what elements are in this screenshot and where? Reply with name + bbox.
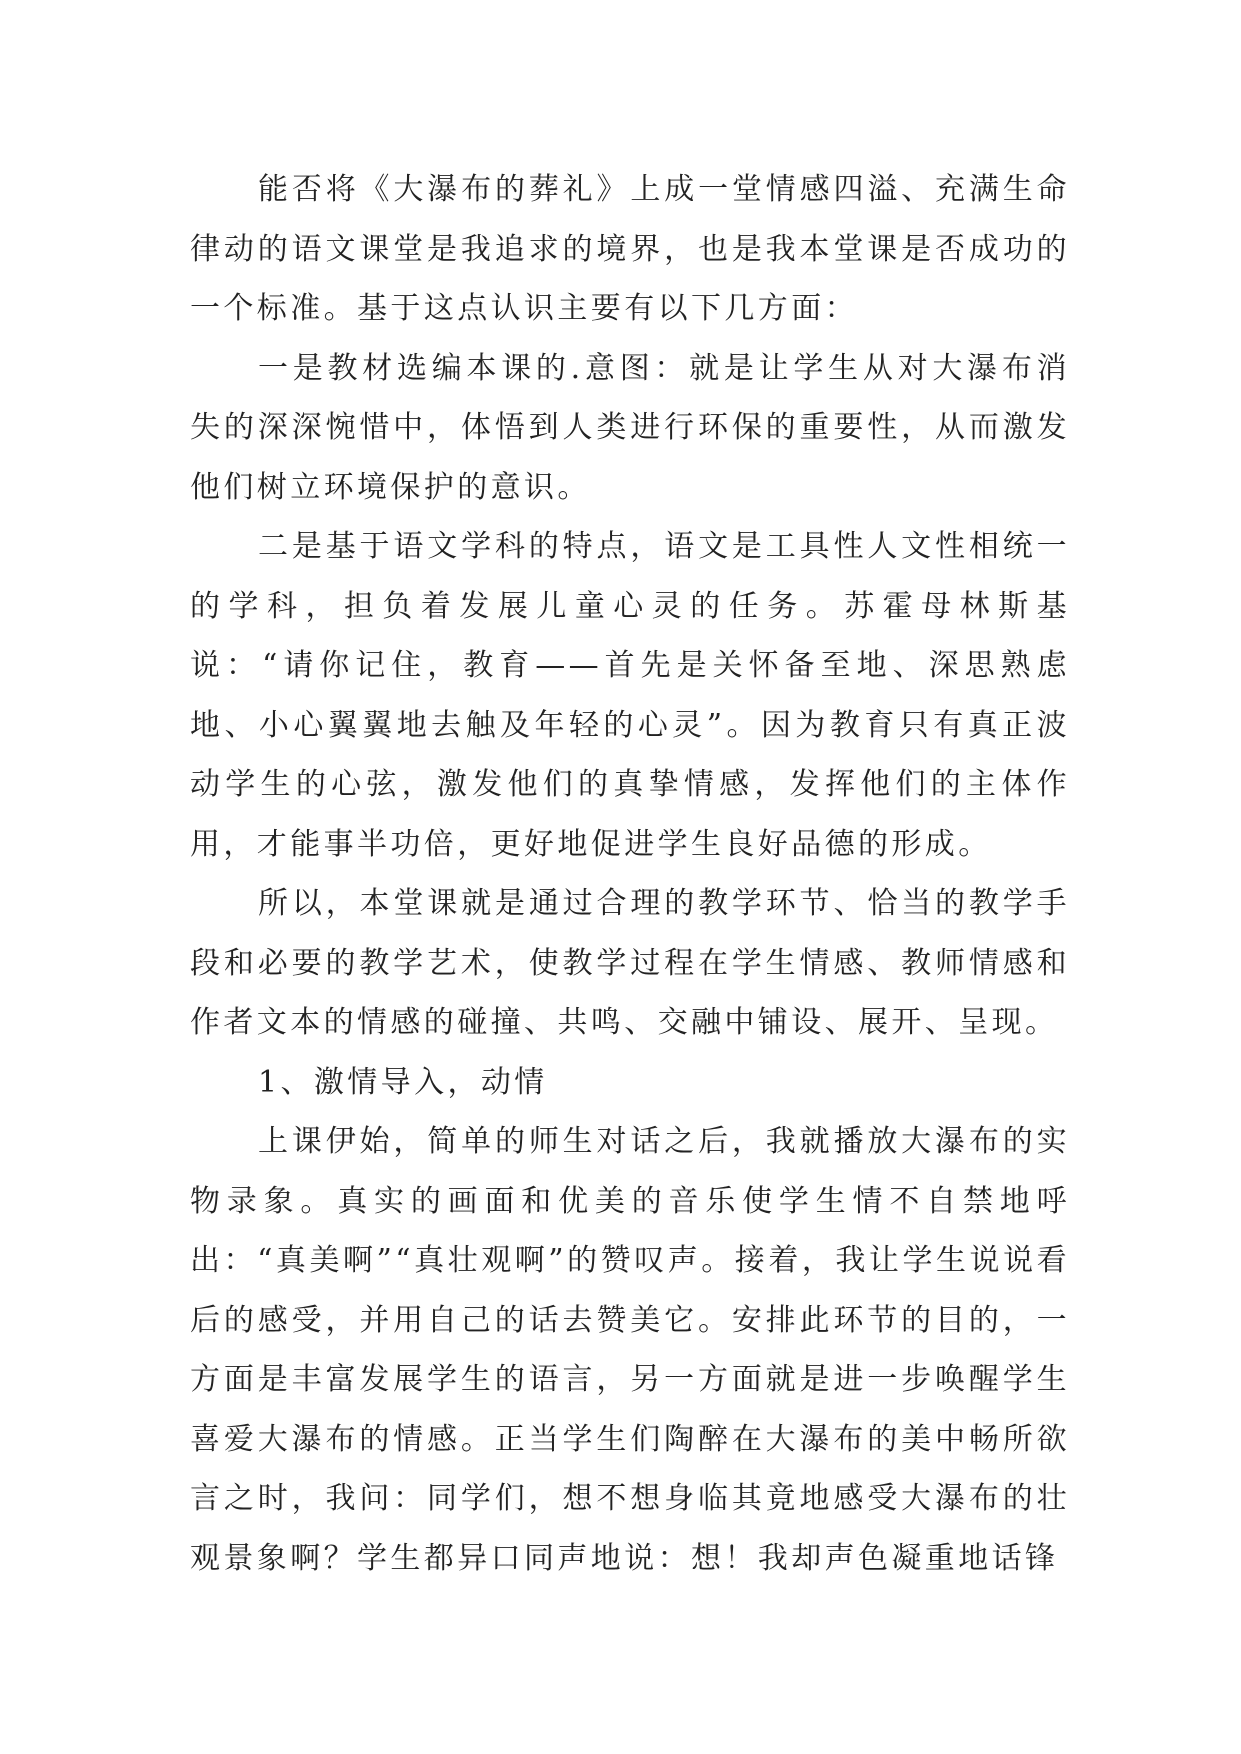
paragraph-lesson-intro: 上课伊始，简单的师生对话之后，我就播放大瀑布的实物录象。真实的画面和优美的音乐使学生情不自禁地呼出：“真美啊”“真壮观啊”的赞叹声。接着，我让学生说说看后的感受，并用自己的话去赞美它。安排此环节的目的，一方面是丰富发展学生的语言，另一方面就是进一步唤醒学生喜爱大瀑布的情感。正当学生们陶醉在大瀑布的美中畅所欲言之时，我问：同学们，想不想身临其竟地感受大瀑布的壮观景象啊？学生都异口同声地说：想！我却声色凝重地话锋 (190, 1124, 1070, 1576)
paragraph-summary: 所以，本堂课就是通过合理的教学环节、恰当的教学手段和必要的教学艺术，使教学过程在学生情感、教师情感和作者文本的情感的碰撞、共鸣、交融中铺设、展开、呈现。 (190, 886, 1070, 1040)
paragraph-point-two: 二是基于语文学科的特点，语文是工具性人文性相统一的学科，担负着发展儿童心灵的任务。苏霍母林斯基说：“请你记住，教育——首先是关怀备至地、深思熟虑地、小心翼翼地去触及年轻的心灵”。因为教育只有真正波动学生的心弦，激发他们的真挚情感，发挥他们的主体作用，才能事半功倍，更好地促进学生良好品德的形成。 (190, 529, 1070, 862)
section-heading: 1、激情导入，动情 (258, 1064, 548, 1100)
document-body (190, 160, 1070, 1588)
paragraph-intro: 能否将《大瀑布的葬礼》上成一堂情感四溢、充满生命律动的语文课堂是我追求的境界，也是我本堂课是否成功的一个标准。基于这点认识主要有以下几方面： (190, 172, 1070, 326)
paragraph-point-one: 一是教材选编本课的.意图：就是让学生从对大瀑布消失的深深惋惜中，体悟到人类进行环保的重要性，从而激发他们树立环境保护的意识。 (190, 350, 1070, 505)
